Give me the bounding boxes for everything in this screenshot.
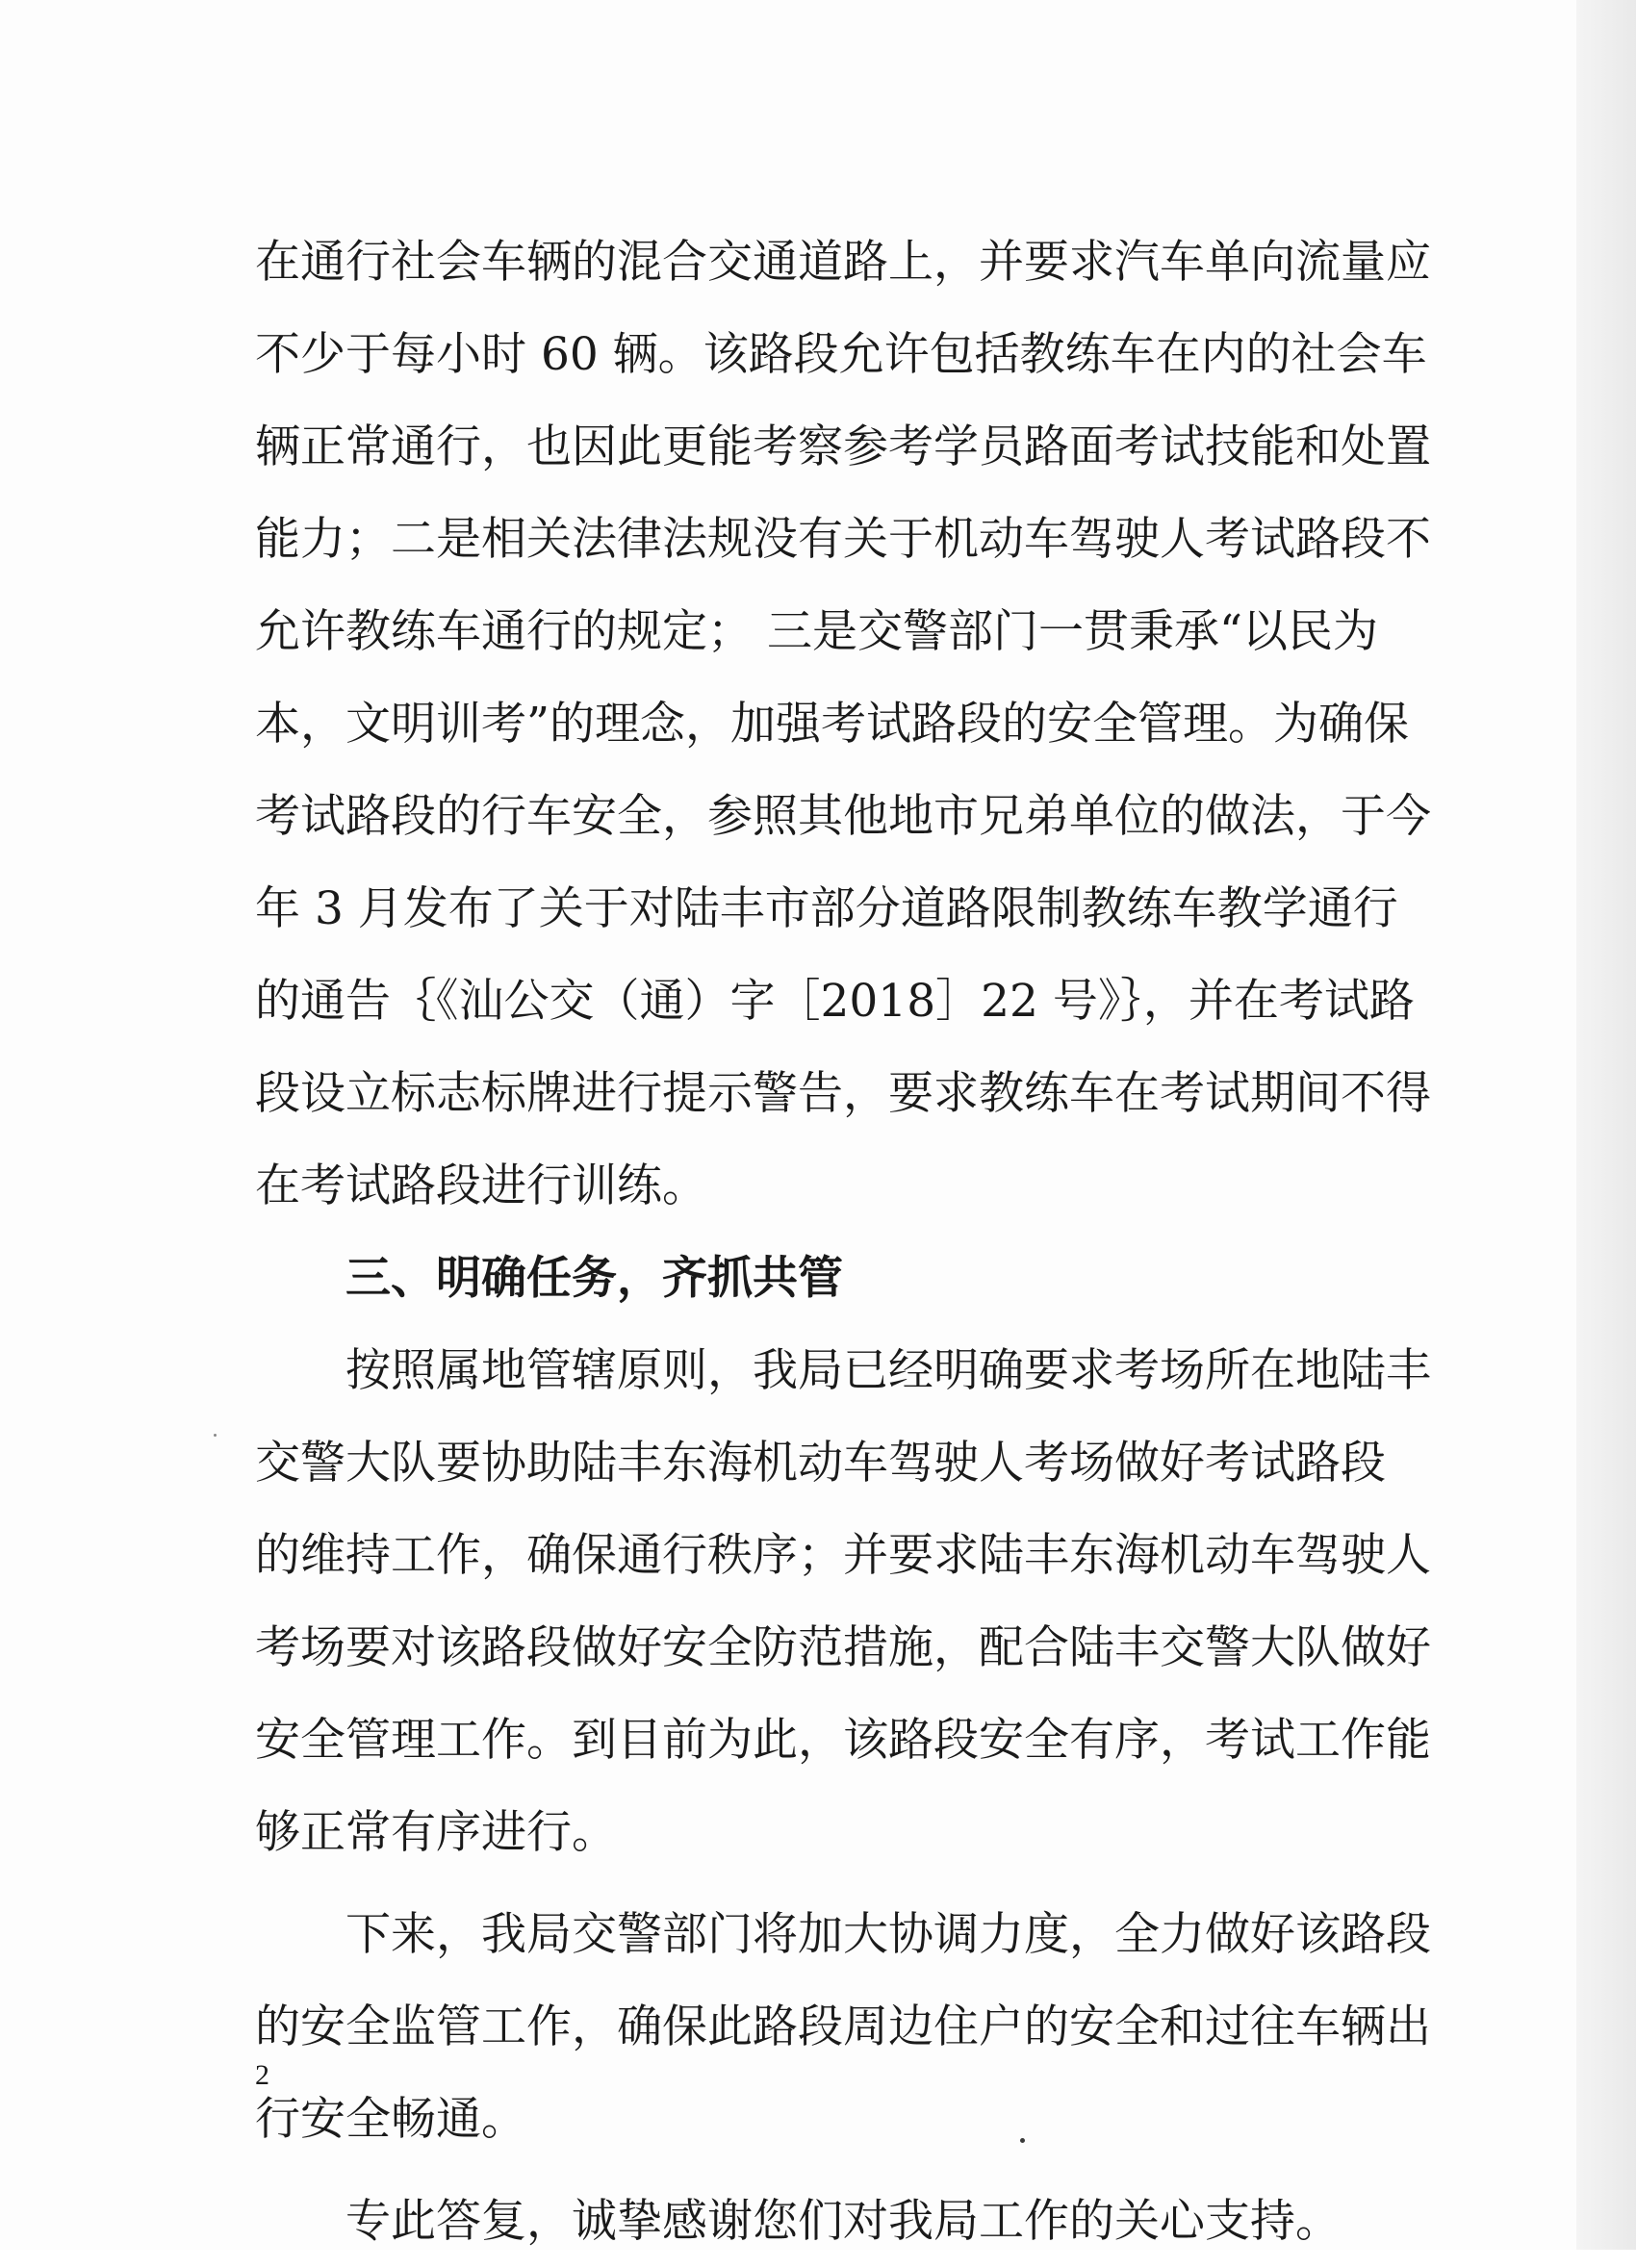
document-body [255, 217, 1431, 2268]
body-line: 段设立标志标牌进行提示警告，要求教练车在考试期间不得 [255, 1067, 1431, 1120]
body-line: 够正常有序进行。 [255, 1806, 617, 1859]
body-line: 能力；二是相关法律法规没有关于机动车驾驶人考试路段不 [255, 513, 1431, 566]
body-line: 的维持工作，确保通行秩序；并要求陆丰东海机动车驾驶人 [255, 1529, 1431, 1582]
body-line: 安全管理工作。到目前为此，该路段安全有序，考试工作能 [255, 1714, 1431, 1767]
body-line: 允许教练车通行的规定； 三是交警部门一贯秉承“以民为 [255, 605, 1378, 658]
body-line: 不少于每小时 60 辆。该路段允许包括教练车在内的社会车 [255, 328, 1427, 381]
body-line: 考试路段的行车安全，参照其他地市兄弟单位的做法，于今 [255, 790, 1431, 843]
body-line: 辆正常通行，也因此更能考察参考学员路面考试技能和处置 [255, 420, 1431, 473]
section-heading: 三、明确任务，齐抓共管 [345, 1252, 843, 1305]
body-line: 的通告｛《汕公交（通）字［2018］22 号》｝，并在考试路 [255, 975, 1415, 1028]
body-line: 在通行社会车辆的混合交通道路上，并要求汽车单向流量应 [255, 236, 1431, 289]
body-line: 年 3 月发布了关于对陆丰市部分道路限制教练车教学通行 [255, 882, 1398, 935]
scan-edge-shadow [1576, 0, 1636, 2250]
scan-speck [214, 1434, 217, 1437]
paragraph-first-line: 按照属地管辖原则，我局已经明确要求考场所在地陆丰 [345, 1344, 1431, 1397]
body-line: 的安全监管工作，确保此路段周边住户的安全和过往车辆出 [255, 2000, 1431, 2053]
closing-line: 专此答复，诚挚感谢您们对我局工作的关心支持。 [345, 2195, 1341, 2248]
scan-speck [1020, 2138, 1025, 2143]
body-line: 考场要对该路段做好安全防范措施，配合陆丰交警大队做好 [255, 1621, 1431, 1674]
body-line: 在考试路段进行训练。 [255, 1159, 707, 1212]
paragraph-first-line: 下来，我局交警部门将加大协调力度，全力做好该路段 [345, 1908, 1431, 1961]
body-line: 行安全畅通。 [255, 2093, 526, 2146]
body-line: 交警大队要协助陆丰东海机动车驾驶人考场做好考试路段 [255, 1437, 1386, 1490]
body-line: 本，文明训考”的理念，加强考试路段的安全管理。为确保 [255, 698, 1410, 751]
page-number: 2 [255, 2059, 269, 2091]
